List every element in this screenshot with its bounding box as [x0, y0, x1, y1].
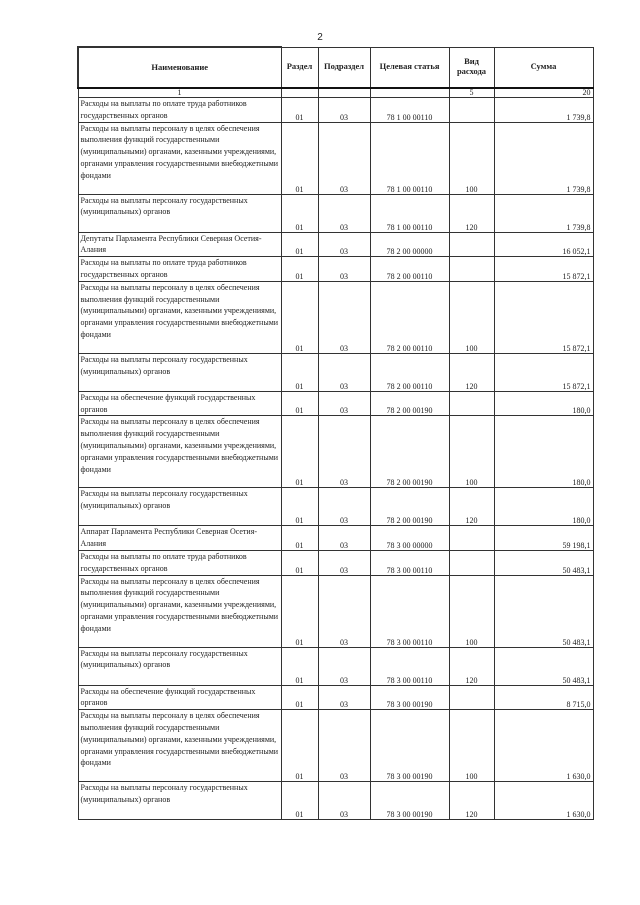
row-sum: 15 872,1	[494, 257, 593, 282]
row-subsection: 03	[318, 281, 370, 353]
header-name: Наименование	[78, 47, 281, 88]
row-section: 01	[281, 391, 318, 416]
row-sum: 180,0	[494, 391, 593, 416]
table-row	[78, 488, 593, 526]
page-number: 2	[317, 32, 323, 43]
row-sum: 180,0	[494, 416, 593, 488]
row-kind	[449, 550, 494, 575]
table-row	[78, 194, 593, 232]
row-section: 01	[281, 488, 318, 526]
row-kind: 120	[449, 647, 494, 685]
row-target: 78 3 00 00110	[370, 575, 449, 647]
table-row	[78, 782, 593, 820]
row-kind	[449, 391, 494, 416]
row-name: Расходы на выплаты персоналу государственных (муниципальных) органов	[78, 488, 281, 526]
row-target: 78 2 00 00190	[370, 416, 449, 488]
column-number-sum: 20	[494, 88, 593, 98]
row-section: 01	[281, 353, 318, 391]
row-name: Расходы на выплаты персоналу в целях обеспечения выполнения функций государственными (муниципальными) органами, казенными учреждениями, органами управления государственными внебюджетными фондами	[78, 416, 281, 488]
header-kind: Вид расхода	[449, 47, 494, 88]
table-row	[78, 647, 593, 685]
row-name: Расходы на выплаты персоналу в целях обеспечения выполнения функций государственными (муниципальными) органами, казенными учреждениями, органами управления государственными внебюджетными фондами	[78, 575, 281, 647]
table-row	[78, 416, 593, 488]
row-kind: 120	[449, 194, 494, 232]
header-section: Раздел	[281, 47, 318, 88]
row-section: 01	[281, 550, 318, 575]
row-target: 78 1 00 00110	[370, 98, 449, 123]
row-section: 01	[281, 526, 318, 551]
table-row	[78, 526, 593, 551]
header-sum: Сумма	[494, 47, 593, 88]
row-sum: 1 739,8	[494, 98, 593, 123]
row-target: 78 2 00 00000	[370, 232, 449, 257]
row-target: 78 2 00 00190	[370, 488, 449, 526]
row-target: 78 3 00 00190	[370, 782, 449, 820]
row-target: 78 2 00 00190	[370, 391, 449, 416]
row-kind: 100	[449, 575, 494, 647]
table-row	[78, 575, 593, 647]
column-number-row	[78, 88, 593, 98]
row-subsection: 03	[318, 416, 370, 488]
row-subsection: 03	[318, 194, 370, 232]
table-row	[78, 710, 593, 782]
row-kind	[449, 685, 494, 710]
row-name: Депутаты Парламента Республики Северная Осетия-Алания	[78, 232, 281, 257]
row-subsection: 03	[318, 710, 370, 782]
row-section: 01	[281, 685, 318, 710]
row-target: 78 3 00 00110	[370, 550, 449, 575]
table-row	[78, 391, 593, 416]
row-sum: 1 739,8	[494, 194, 593, 232]
row-target: 78 2 00 00110	[370, 281, 449, 353]
table-row	[78, 353, 593, 391]
row-subsection: 03	[318, 575, 370, 647]
row-kind: 120	[449, 488, 494, 526]
row-sum: 1 630,0	[494, 782, 593, 820]
row-kind: 100	[449, 710, 494, 782]
row-sum: 50 483,1	[494, 575, 593, 647]
row-sum: 59 198,1	[494, 526, 593, 551]
row-section: 01	[281, 575, 318, 647]
row-section: 01	[281, 122, 318, 194]
row-name: Расходы на выплаты персоналу государственных (муниципальных) органов	[78, 647, 281, 685]
row-sum: 180,0	[494, 488, 593, 526]
table-row	[78, 281, 593, 353]
column-number-target	[370, 88, 449, 98]
row-subsection: 03	[318, 122, 370, 194]
row-kind: 100	[449, 416, 494, 488]
table-row	[78, 685, 593, 710]
row-target: 78 1 00 00110	[370, 122, 449, 194]
row-subsection: 03	[318, 257, 370, 282]
row-kind: 120	[449, 782, 494, 820]
row-section: 01	[281, 647, 318, 685]
row-subsection: 03	[318, 353, 370, 391]
row-sum: 8 715,0	[494, 685, 593, 710]
column-number-subsection	[318, 88, 370, 98]
row-target: 78 2 00 00110	[370, 353, 449, 391]
row-sum: 1 630,0	[494, 710, 593, 782]
row-subsection: 03	[318, 782, 370, 820]
table-row	[78, 98, 593, 123]
row-target: 78 3 00 00190	[370, 685, 449, 710]
row-subsection: 03	[318, 232, 370, 257]
row-kind	[449, 98, 494, 123]
header-row	[78, 47, 593, 88]
row-sum: 50 483,1	[494, 647, 593, 685]
row-target: 78 3 00 00110	[370, 647, 449, 685]
row-name: Расходы на выплаты по оплате труда работников государственных органов	[78, 257, 281, 282]
column-number-kind: 5	[449, 88, 494, 98]
row-kind	[449, 232, 494, 257]
table-row	[78, 257, 593, 282]
header-target: Целевая статья	[370, 47, 449, 88]
row-section: 01	[281, 782, 318, 820]
row-section: 01	[281, 257, 318, 282]
row-kind	[449, 526, 494, 551]
row-section: 01	[281, 281, 318, 353]
row-name: Расходы на выплаты персоналу государственных (муниципальных) органов	[78, 782, 281, 820]
row-kind: 100	[449, 281, 494, 353]
row-name: Расходы на выплаты персоналу государственных (муниципальных) органов	[78, 194, 281, 232]
row-sum: 15 872,1	[494, 353, 593, 391]
row-name: Аппарат Парламента Республики Северная Осетия-Алания	[78, 526, 281, 551]
row-subsection: 03	[318, 98, 370, 123]
row-section: 01	[281, 416, 318, 488]
row-name: Расходы на выплаты персоналу в целях обеспечения выполнения функций государственными (муниципальными) органами, казенными учреждениями, органами управления государственными внебюджетными фондами	[78, 122, 281, 194]
row-subsection: 03	[318, 526, 370, 551]
budget-table	[77, 46, 594, 820]
row-section: 01	[281, 194, 318, 232]
table-row	[78, 550, 593, 575]
row-name: Расходы на выплаты по оплате труда работников государственных органов	[78, 98, 281, 123]
column-number-name: 1	[78, 88, 281, 98]
row-sum: 16 052,1	[494, 232, 593, 257]
header-subsection: Подраздел	[318, 47, 370, 88]
row-section: 01	[281, 232, 318, 257]
row-kind: 120	[449, 353, 494, 391]
table-row	[78, 232, 593, 257]
row-name: Расходы на выплаты персоналу государственных (муниципальных) органов	[78, 353, 281, 391]
row-kind: 100	[449, 122, 494, 194]
row-kind	[449, 257, 494, 282]
row-target: 78 2 00 00110	[370, 257, 449, 282]
row-sum: 15 872,1	[494, 281, 593, 353]
row-name: Расходы на выплаты персоналу в целях обеспечения выполнения функций государственными (муниципальными) органами, казенными учреждениями, органами управления государственными внебюджетными фондами	[78, 281, 281, 353]
row-subsection: 03	[318, 685, 370, 710]
row-subsection: 03	[318, 550, 370, 575]
row-sum: 50 483,1	[494, 550, 593, 575]
row-section: 01	[281, 710, 318, 782]
row-name: Расходы на обеспечение функций государственных органов	[78, 391, 281, 416]
row-target: 78 3 00 00190	[370, 710, 449, 782]
row-subsection: 03	[318, 488, 370, 526]
row-name: Расходы на выплаты по оплате труда работников государственных органов	[78, 550, 281, 575]
row-name: Расходы на выплаты персоналу в целях обеспечения выполнения функций государственными (муниципальными) органами, казенными учреждениями, органами управления государственными внебюджетными фондами	[78, 710, 281, 782]
row-target: 78 3 00 00000	[370, 526, 449, 551]
row-subsection: 03	[318, 391, 370, 416]
row-subsection: 03	[318, 647, 370, 685]
row-sum: 1 739,8	[494, 122, 593, 194]
row-target: 78 1 00 00110	[370, 194, 449, 232]
row-name: Расходы на обеспечение функций государственных органов	[78, 685, 281, 710]
column-number-section	[281, 88, 318, 98]
row-section: 01	[281, 98, 318, 123]
table-row	[78, 122, 593, 194]
